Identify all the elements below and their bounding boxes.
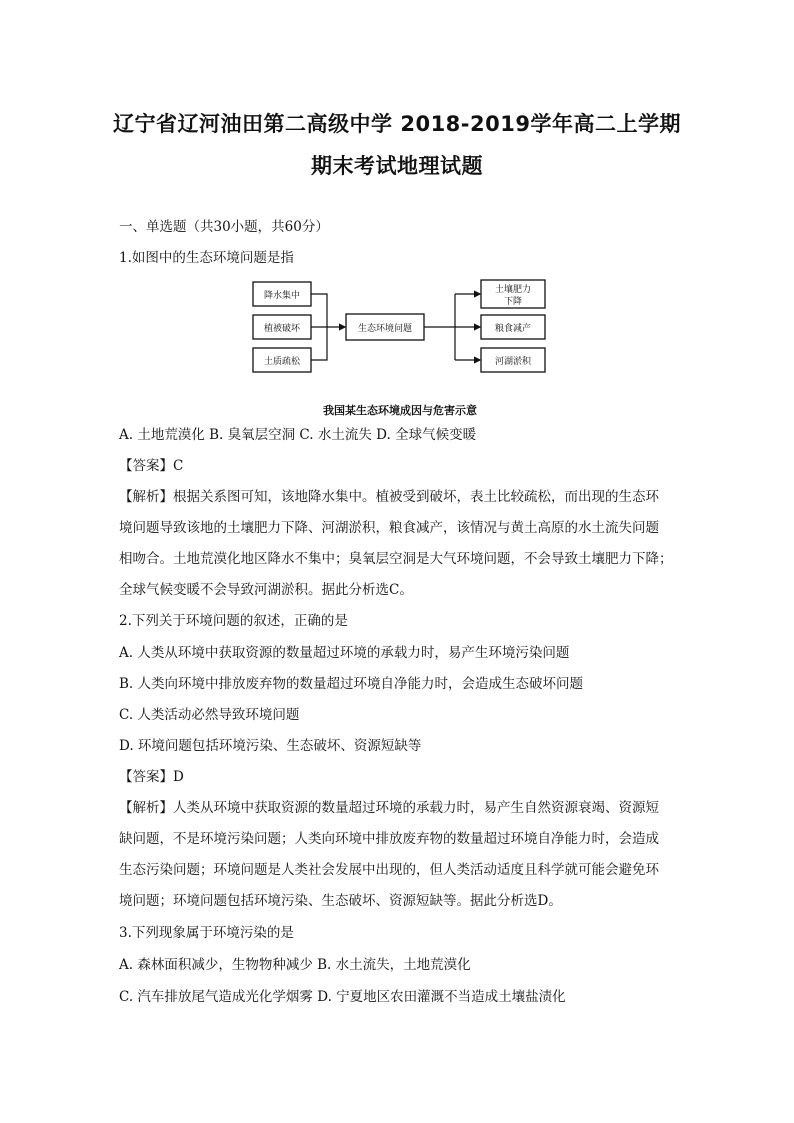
q2-option-d: D. 环境问题包括环境污染、生态破坏、资源短缺等 [119, 738, 422, 754]
q1-options: A. 土地荒漠化 B. 臭氧层空洞 C. 水土流失 D. 全球气候变暖 [119, 427, 477, 443]
diagram-caption: 我国某生态环境成因与危害示意 [323, 404, 477, 417]
cause-label-2: 植被破坏 [263, 324, 301, 334]
diagram-svg [245, 278, 555, 418]
section-heading: 一、单选题（共30小题，共60分） [119, 219, 329, 235]
q1-analysis-line1: 【解析】根据关系图可知，该地降水集中。植被受到破坏，表土比较疏松，而出现的生态环 [119, 489, 659, 505]
q1-stem: 1.如图中的生态环境问题是指 [119, 250, 294, 266]
q2-analysis-line4: 境问题；环境问题包括环境污染、生态破坏、资源短缺等。据此分析选D。 [119, 893, 562, 909]
exam-title-line1: 辽宁省辽河油田第二高级中学 2018-2019学年高二上学期 [113, 112, 681, 136]
effect-label-3: 河湖淤积 [494, 357, 532, 367]
q3-options-row1: A. 森林面积减少，生物物种减少 B. 水土流失，土地荒漠化 [119, 957, 471, 973]
q2-option-a: A. 人类从环境中获取资源的数量超过环境的承载力时，易产生环境污染问题 [119, 645, 570, 661]
q2-analysis-line2: 缺问题，不是环境污染问题；人类向环境中排放废弃物的数量超过环境自净能力时，会造成 [119, 831, 659, 847]
center-label: 生态环境问题 [357, 324, 413, 334]
q3-stem: 3.下列现象属于环境污染的是 [119, 925, 294, 941]
q3-options-row2: C. 汽车排放尾气造成光化学烟雾 D. 宁夏地区农田灌溉不当造成土壤盐渍化 [119, 989, 566, 1005]
cause-label-1: 降水集中 [263, 291, 301, 301]
q1-analysis-line3: 相吻合。土地荒漠化地区降水不集中；臭氧层空洞是大气环境问题，不会导致土壤肥力下降； [119, 551, 673, 567]
cause-label-3: 土质疏松 [263, 357, 301, 367]
q1-answer: 【答案】C [119, 458, 184, 474]
q2-analysis-line3: 生态污染问题；环境问题是人类社会发展中出现的，但人类活动适度且科学就可能会避免环 [119, 862, 659, 878]
q1-analysis-line4: 全球气候变暖不会导致河湖淤积。据此分析选C。 [119, 582, 413, 598]
effect-label-2: 粮食减产 [494, 324, 532, 334]
effect-label-1b: 下降 [503, 297, 523, 307]
q2-option-c: C. 人类活动必然导致环境问题 [119, 707, 300, 723]
exam-title-line2: 期末考试地理试题 [311, 154, 483, 178]
q2-option-b: B. 人类向环境中排放废弃物的数量超过环境自净能力时，会造成生态破坏问题 [119, 676, 584, 692]
effect-label-1a: 土壤肥力 [494, 285, 532, 295]
q2-analysis-line1: 【解析】人类从环境中获取资源的数量超过环境的承载力时，易产生自然资源衰竭、资源短 [119, 800, 659, 816]
q1-analysis-line2: 境问题导致该地的土壤肥力下降、河湖淤积，粮食减产，该情况与黄土高原的水土流失问题 [119, 520, 659, 536]
q1-cause-effect-diagram [245, 278, 555, 418]
q2-stem: 2.下列关于环境问题的叙述，正确的是 [119, 613, 348, 629]
q2-answer: 【答案】D [119, 769, 184, 785]
